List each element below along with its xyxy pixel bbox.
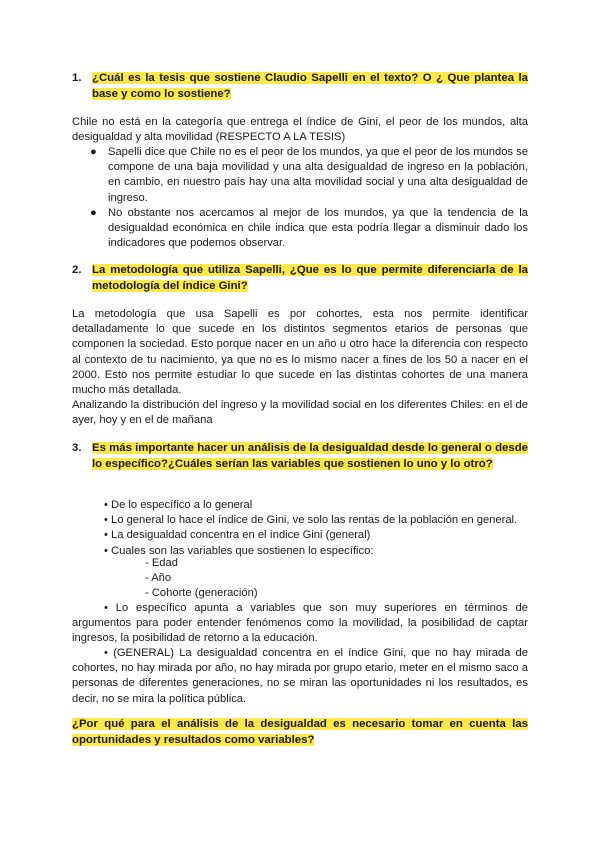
variables-list	[104, 498, 528, 559]
paragraph-specific: • Lo específico apunta a variables que son muy superiores en términos de argumentos para poder entender fenómenos como la movilidad, la posibilidad de captar ingresos, la posibilidad de retorno a la educación.	[72, 602, 528, 645]
question-3-number: 3.	[72, 442, 82, 454]
list-item: • De lo específico a lo general	[104, 499, 253, 511]
question-2	[72, 262, 528, 294]
question-4	[72, 716, 528, 748]
bullet-dot-icon: ●	[90, 146, 97, 158]
list-item: • Cuales son las variables que sostienen lo específico:	[104, 544, 374, 557]
question-4-text: ¿Por qué para el análisis de la desigualdad es necesario tomar en cuenta las oportunidades y resultados como variables?	[72, 718, 528, 746]
sub-item-edad: - Edad	[145, 557, 178, 569]
bullet-text: No obstante nos acercamos al mejor de los mundos, ya que la tendencia de la desigualdad económica en chile indica que esta podría llegar a disminuir dado los indicadores que podemos observar.	[108, 206, 528, 250]
thesis-bullet-list	[90, 145, 528, 251]
paragraph-methodology: La metodología que usa Sapelli es por cohortes, esta nos permite identificar detalladamente lo que sucede en los distintos segmentos etarios de personas que componen la sociedad. Esto porque nacer en un año u otro hace la diferencia con respecto al contexto de tu nacimiento, ya que no es lo mismo nacer a fines de los 50 a nacer en el 2000. Esto nos permite estudiar lo que sucede en las distintas cohortes de una manera mucho más detallada.	[72, 308, 528, 397]
paragraph-thesis: Chile no está en la categoría que entrega el índice de Gini, el peor de los mundos, alta desigualdad y alta movilidad (RESPECTO A LA TESIS)	[72, 116, 528, 144]
bullet-text: Sapelli dice que Chile no es el peor de los mundos, ya que el peor de los mundos se compone de una baja movilidad y una alta desigualdad de ingreso en la población, en cambio, en nuestro país hay una alta movilidad social y una alta desigualdad de ingreso.	[108, 146, 528, 204]
paragraph-general: • (GENERAL) La desigualdad concentra en el índice Gini, que no hay mirada de cohortes, no hay mirada por año, no hay mirada por grupo etario, meter en el mismo saco a personas de diferentes generaciones, no se miran las oportunidades ni los resultados, es decir, no se mira la política pública.	[72, 647, 528, 705]
question-2-number: 2.	[72, 264, 82, 276]
question-1-text: ¿Cuál es la tesis que sostiene Claudio Sapelli en el texto? O ¿ Que plantea la base y como lo sostiene?	[92, 72, 528, 100]
question-1-number: 1.	[72, 72, 82, 84]
bullet-dot-icon: ●	[90, 206, 97, 219]
list-item: • Lo general lo hace el índice de Gini, ve solo las rentas de la población en general.	[104, 514, 518, 527]
sub-item-cohorte: - Cohorte (generación)	[145, 587, 258, 600]
specific-variables-sublist	[145, 556, 345, 602]
sub-item-ano: - Año	[145, 572, 172, 585]
question-1	[72, 70, 528, 102]
paragraph-analysis: Analizando la distribución del ingreso y la movilidad social en los diferentes Chiles: en el de ayer, hoy y en el de mañana	[72, 399, 528, 427]
list-item	[90, 206, 528, 252]
list-item: • La desigualdad concentra en el índice Gini (general)	[104, 529, 371, 542]
list-item	[90, 145, 528, 206]
question-2-text: La metodología que utiliza Sapelli, ¿Que es lo que permite diferenciarla de la metodología del índice Gini?	[92, 264, 528, 292]
question-3-text: Es más importante hacer un análisis de la desigualdad desde lo general o desde lo específico?¿Cuáles serían las variables que sostienen lo uno y lo otro?	[92, 442, 528, 470]
question-3	[72, 440, 528, 472]
